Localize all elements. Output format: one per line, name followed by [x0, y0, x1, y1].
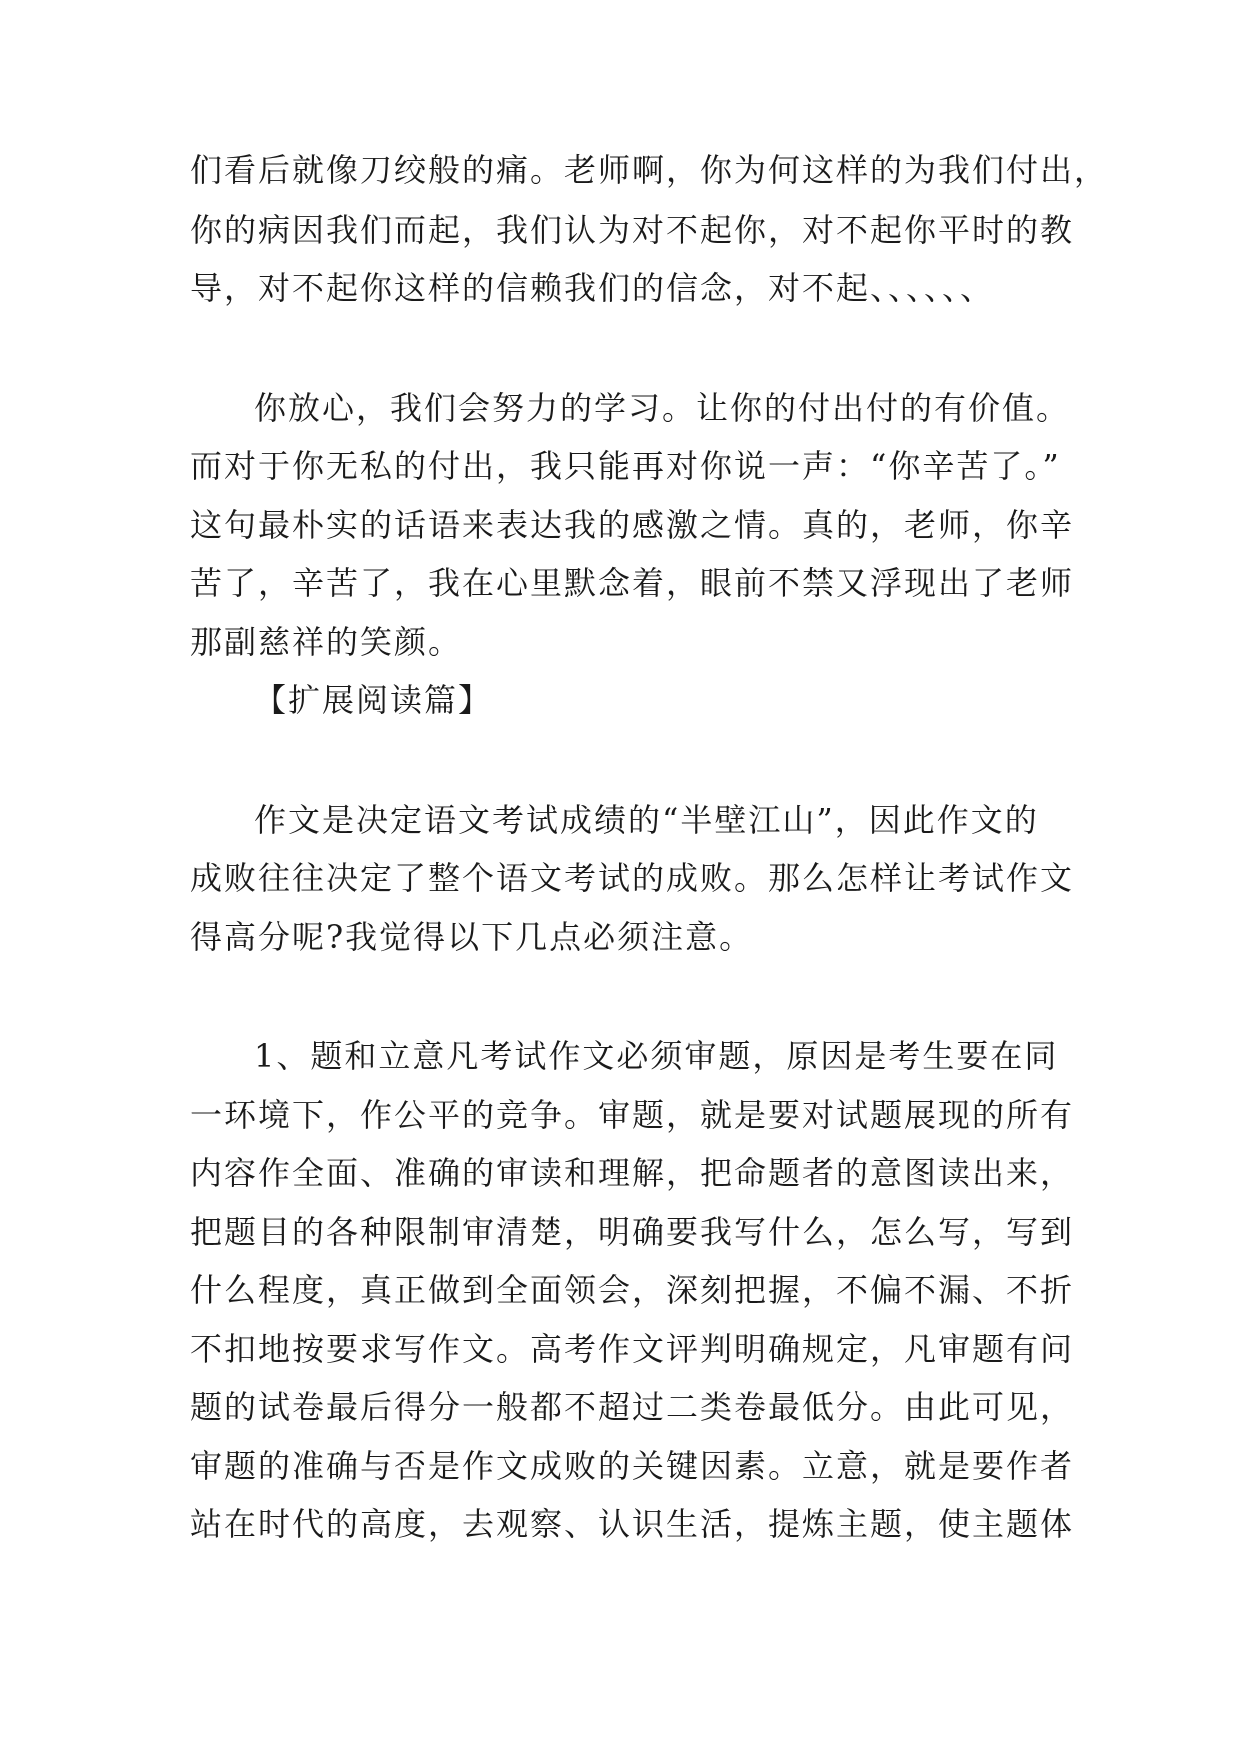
- paragraph-2-line-1: 你放心，我们会努力的学习。让你的付出付的有价值。: [254, 389, 1071, 427]
- paragraph-1-line-2: 你的病因我们而起，我们认为对不起你，对不起你平时的教: [190, 211, 1075, 249]
- paragraph-4-line-5: 什么程度，真正做到全面领会，深刻把握，不偏不漏、不折: [190, 1271, 1075, 1309]
- paragraph-4-line-7: 题的试卷最后得分一般都不超过二类卷最低分。由此可见，: [190, 1388, 1075, 1426]
- paragraph-4-line-8: 审题的准确与否是作文成败的关键因素。立意，就是要作者: [190, 1447, 1075, 1485]
- paragraph-4-line-2: 一环境下，作公平的竞争。审题，就是要对试题展现的所有: [190, 1096, 1075, 1134]
- paragraph-1-line-1: 们看后就像刀绞般的痛。老师啊，你为何这样的为我们付出，: [190, 151, 1109, 189]
- paragraph-4-line-3: 内容作全面、准确的审读和理解，把命题者的意图读出来，: [190, 1154, 1075, 1192]
- paragraph-2-line-4: 苦了，辛苦了，我在心里默念着，眼前不禁又浮现出了老师: [190, 564, 1075, 602]
- paragraph-1-line-3: 导，对不起你这样的信赖我们的信念，对不起、、、、、、: [190, 269, 995, 307]
- paragraph-4-line-6: 不扣地按要求写作文。高考作文评判明确规定，凡审题有问: [190, 1330, 1075, 1368]
- paragraph-4-line-9: 站在时代的高度，去观察、认识生活，提炼主题，使主题体: [190, 1505, 1075, 1543]
- paragraph-4-line-4: 把题目的各种限制审清楚，明确要我写什么，怎么写，写到: [190, 1213, 1075, 1251]
- paragraph-4-line-1: 1、题和立意凡考试作文必须审题，原因是考生要在同: [254, 1037, 1059, 1075]
- paragraph-2-line-5: 那副慈祥的笑颜。: [190, 623, 463, 661]
- section-heading: 【扩展阅读篇】: [254, 681, 493, 719]
- paragraph-3-line-1: 作文是决定语文考试成绩的“半壁江山”，因此作文的: [254, 801, 1039, 839]
- paragraph-3-line-3: 得高分呢?我觉得以下几点必须注意。: [190, 918, 754, 956]
- paragraph-3-line-2: 成败往往决定了整个语文考试的成败。那么怎样让考试作文: [190, 859, 1075, 897]
- paragraph-2-line-2: 而对于你无私的付出，我只能再对你说一声：“你辛苦了。”: [190, 447, 1061, 485]
- paragraph-2-line-3: 这句最朴实的话语来表达我的感激之情。真的，老师，你辛: [190, 506, 1075, 544]
